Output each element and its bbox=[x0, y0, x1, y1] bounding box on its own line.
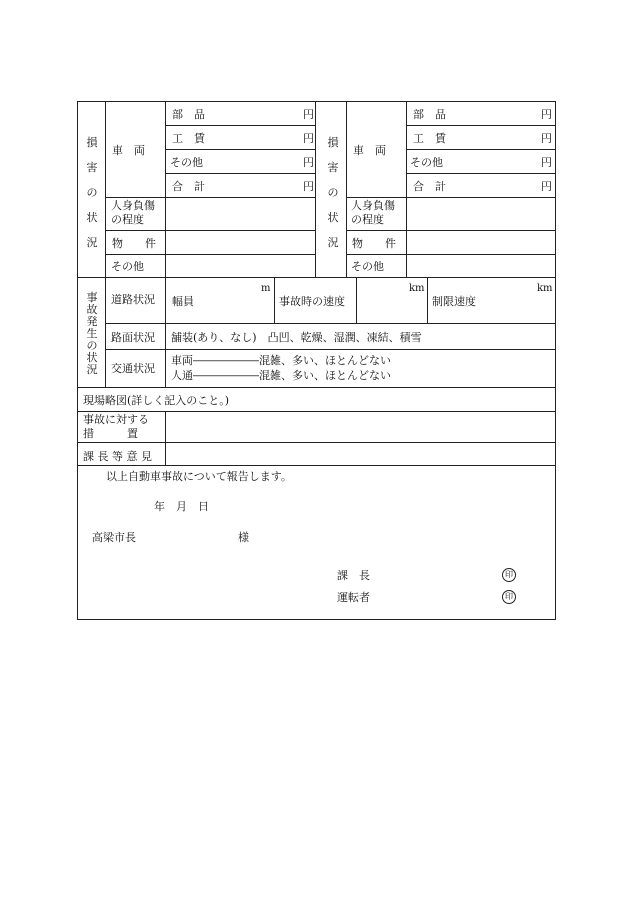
report-honorific: 様 bbox=[238, 531, 249, 544]
injury-label-left-1: 人身負傷 bbox=[111, 199, 155, 212]
other-unit-right: 円 bbox=[541, 156, 552, 169]
traffic-vehicle-value: 車両――――――混雑、多い、ほとんどない bbox=[171, 354, 391, 367]
chief-opinion-label: 課 長 等 意 見 bbox=[83, 450, 152, 463]
row-line bbox=[165, 125, 315, 126]
limit-unit: km bbox=[537, 283, 553, 294]
other-unit-left: 円 bbox=[303, 156, 314, 169]
parts-unit-left: 円 bbox=[303, 108, 314, 121]
row-line bbox=[346, 230, 556, 231]
other-label-left: その他 bbox=[170, 156, 203, 169]
parts-label-right: 部 品 bbox=[413, 108, 446, 121]
total-unit-left: 円 bbox=[303, 180, 314, 193]
injury-label-left-2: の程度 bbox=[111, 213, 144, 226]
driver-seal: 印 bbox=[502, 590, 516, 604]
report-statement: 以上自動車事故について報告します。 bbox=[106, 470, 292, 483]
parts-unit-right: 円 bbox=[541, 108, 552, 121]
injury-label-right-1: 人身負傷 bbox=[351, 199, 395, 212]
col-line bbox=[105, 102, 106, 387]
section-line bbox=[78, 411, 556, 412]
vehicle-label-left: 車 両 bbox=[112, 144, 145, 157]
col-line bbox=[346, 102, 347, 277]
report-addressee: 高梁市長 bbox=[92, 531, 136, 544]
limit-label: 制限速度 bbox=[432, 295, 476, 308]
col-line bbox=[165, 102, 166, 277]
section-chief-label: 課 長 bbox=[337, 569, 370, 582]
accident-report-form bbox=[77, 101, 556, 620]
row-line bbox=[105, 254, 315, 255]
traffic-people-value: 人通――――――混雑、多い、ほとんどない bbox=[171, 369, 391, 382]
row-line bbox=[105, 230, 315, 231]
row-line bbox=[165, 149, 315, 150]
col-line bbox=[315, 102, 316, 277]
col-line bbox=[356, 277, 357, 323]
labor-unit-left: 円 bbox=[303, 132, 314, 145]
other-bottom-label-left: その他 bbox=[111, 260, 144, 273]
report-date: 年 月 日 bbox=[154, 500, 209, 513]
row-line bbox=[406, 173, 556, 174]
vehicle-label-right: 車 両 bbox=[353, 144, 386, 157]
measures-label-1: 事故に対する bbox=[83, 413, 149, 426]
surface-status-value: 舗装(あり、なし) 凸凹、乾燥、湿潤、凍結、積雪 bbox=[171, 331, 422, 344]
other-bottom-label-right: その他 bbox=[351, 260, 384, 273]
other-label-right: その他 bbox=[410, 156, 443, 169]
total-unit-right: 円 bbox=[541, 180, 552, 193]
section-chief-seal: 印 bbox=[502, 568, 516, 582]
row-line bbox=[165, 173, 315, 174]
section-line bbox=[78, 465, 556, 466]
section-line bbox=[78, 277, 556, 278]
row-line bbox=[105, 349, 556, 350]
total-label-right: 合 計 bbox=[413, 180, 446, 193]
row-line bbox=[105, 197, 315, 198]
row-line bbox=[406, 125, 556, 126]
width-label: 幅員 bbox=[172, 295, 194, 308]
row-line bbox=[346, 254, 556, 255]
row-line bbox=[105, 323, 556, 324]
speed-label: 事故時の速度 bbox=[279, 295, 345, 308]
traffic-status-label: 交通状況 bbox=[111, 362, 155, 375]
driver-label: 運転者 bbox=[337, 591, 370, 604]
row-line bbox=[406, 149, 556, 150]
parts-label-left: 部 品 bbox=[172, 108, 205, 121]
labor-unit-right: 円 bbox=[541, 132, 552, 145]
measures-label-2: 措 置 bbox=[83, 427, 138, 440]
col-line bbox=[274, 277, 275, 323]
incident-status-label: 事 故 発 生 の 状 況 bbox=[86, 291, 98, 376]
property-label-left: 物 件 bbox=[112, 237, 156, 250]
col-line bbox=[406, 102, 407, 277]
total-label-left: 合 計 bbox=[172, 180, 205, 193]
row-line bbox=[346, 197, 556, 198]
labor-label-left: 工 賃 bbox=[172, 132, 205, 145]
section-line bbox=[78, 387, 556, 388]
section-line bbox=[78, 442, 556, 443]
col-line bbox=[427, 277, 428, 323]
property-label-right: 物 件 bbox=[352, 237, 396, 250]
speed-unit: km bbox=[409, 283, 425, 294]
scene-map-label: 現場略図(詳しく記入のこと。) bbox=[83, 394, 230, 407]
col-line bbox=[165, 411, 166, 465]
width-unit: m bbox=[261, 283, 271, 294]
surface-status-label: 路面状況 bbox=[111, 331, 155, 344]
injury-label-right-2: の程度 bbox=[351, 213, 384, 226]
col-line bbox=[165, 277, 166, 387]
damage-status-label-right: 損 害 の 状 況 bbox=[327, 136, 339, 249]
labor-label-right: 工 賃 bbox=[413, 132, 446, 145]
damage-status-label-left: 損 害 の 状 況 bbox=[86, 136, 98, 249]
road-status-label: 道路状況 bbox=[111, 293, 155, 306]
